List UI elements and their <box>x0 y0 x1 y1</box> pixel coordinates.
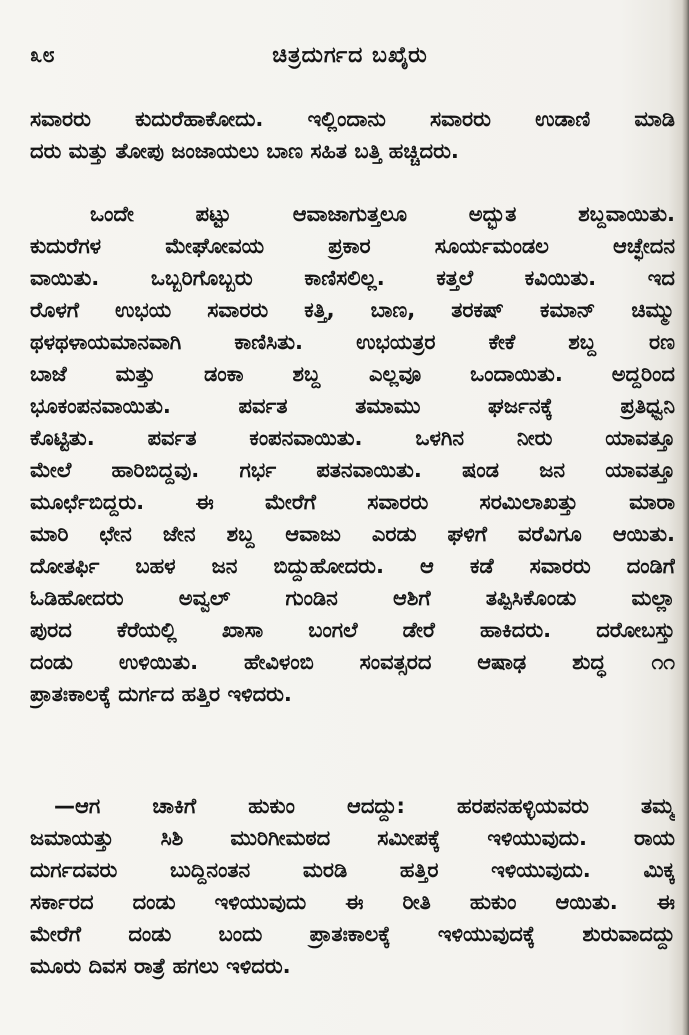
text-line: ಥಳಥಳಾಯಮಾನವಾಗಿ ಕಾಣಿಸಿತು. ಉಭಯತ್ರರ ಕೇಕೆ ಶಬ್ದ ರಣ <box>30 330 675 354</box>
text-line: ಮೇರೆಗೆ ದಂಡು ಬಂದು ಪ್ರಾತಃಕಾಲಕ್ಕೆ ಇಳಿಯುವುದಕ್ಕೆ ಶುರುವಾದದ್ದು <box>30 922 675 946</box>
text-line: ಮೇಲೆ ಹಾರಿಬಿದ್ದವು. ಗರ್ಭ ಪತನವಾಯಿತು. ಷಂಡ ಜನ ಯಾವತ್ತೂ <box>30 458 675 482</box>
paragraph-2 <box>30 198 675 710</box>
page-edge-shadow <box>682 0 689 1035</box>
paragraph-3 <box>30 790 675 982</box>
page-number: ೩೮ <box>30 43 55 68</box>
text-line: ರೊಳಗೆ ಉಭಯ ಸವಾರರು ಕತ್ತಿ, ಬಾಣ, ತರಕಷ್ ಕಮಾನ್ ಚಿಮ್ಮು <box>30 298 675 322</box>
text-line: ಓಡಿಹೋದರು ಅವ್ವಲ್ ಗುಂಡಿನ ಆಶಿಗೆ ತಪ್ಪಿಸಿಕೊಂಡು ಮಲ್ಲಾ <box>30 586 675 610</box>
text-line: ದೋತರ್ಫಿ ಬಹಳ ಜನ ಬಿದ್ದುಹೋದರು. ಆ ಕಡೆ ಸವಾರರು ದಂಡಿಗೆ <box>30 554 675 578</box>
text-line: ವಾಯಿತು. ಒಬ್ಬರಿಗೊಬ್ಬರು ಕಾಣಿಸಲಿಲ್ಲ. ಕತ್ತಲೆ ಕವಿಯಿತು. ಇದ <box>30 266 675 290</box>
text-line: ಸವಾರರು ಕುದುರೆಹಾಕೋದು. ಇಲ್ಲಿಂದಾನು ಸವಾರರು ಉಡಾಣಿ ಮಾಡಿ <box>30 107 675 131</box>
text-line: ದಂಡು ಉಳಿಯಿತು. ಹೇವಿಳಂಬಿ ಸಂವತ್ಸರದ ಆಷಾಢ ಶುದ್ಧ ೧೧ <box>30 650 675 674</box>
text-line: ಒಂದೇ ಪಟ್ಟು ಆವಾಜಾಗುತ್ತಲೂ ಅದ್ಭುತ ಶಬ್ದವಾಯಿತು. <box>90 202 675 226</box>
running-title: ಚಿತ್ರದುರ್ಗದ ಬಖೈರು <box>272 43 428 68</box>
text-line: ಕುದುರೆಗಳ ಮೇಘೋವಯ ಪ್ರಕಾರ ಸೂರ್ಯಮಂಡಲ ಆಚ್ಛೇದನ <box>30 234 675 258</box>
text-line: —ಆಗ ಚಾಕಿಗೆ ಹುಕುಂ ಆದದ್ದು: ಹರಪನಹಳ್ಳಿಯವರು ತಮ್ಮ <box>54 794 675 818</box>
page-header <box>30 38 670 74</box>
text-line: ಮೂರ್ಛೆಬಿದ್ದರು. ಈ ಮೇರೆಗೆ ಸವಾರರು ಸರಮಿಲಾಖತ್ತು ಮಾರಾ <box>30 490 675 514</box>
text-line: ದುರ್ಗದವರು ಬುದ್ದಿನಂತನ ಮರಡಿ ಹತ್ತಿರ ಇಳಿಯುವುದು. ಮಿಕ್ಕ <box>30 858 675 882</box>
text-line: ಮೂರು ದಿವಸ ರಾತ್ರೆ ಹಗಲು ಇಳಿದರು. <box>30 954 291 978</box>
text-line: ಬಾಜೆ ಮತ್ತು ಡಂಕಾ ಶಬ್ದ ಎಲ್ಲವೂ ಒಂದಾಯಿತು. ಅದ್ದರಿಂದ <box>30 362 675 386</box>
text-line: ಸರ್ಕಾರದ ದಂಡು ಇಳಿಯುವುದು ಈ ರೀತಿ ಹುಕುಂ ಆಯಿತು. ಈ <box>30 890 675 914</box>
paragraph-1 <box>30 103 675 167</box>
text-line: ಪ್ರಾತಃಕಾಲಕ್ಕೆ ದುರ್ಗದ ಹತ್ತಿರ ಇಳಿದರು. <box>30 682 292 706</box>
text-line: ಪುರದ ಕೆರೆಯಲ್ಲಿ ಖಾಸಾ ಬಂಗಲೆ ಡೇರೆ ಹಾಕಿದರು. ದರೋಬಸ್ತು <box>30 618 675 642</box>
text-line: ಭೂಕಂಪನವಾಯಿತು. ಪರ್ವತ ತಮಾಮು ಘರ್ಜನಕ್ಕೆ ಪ್ರತಿಧ್ವನಿ <box>30 394 675 418</box>
text-line: ಜಮಾಯತ್ತು ಸಿಶಿ ಮುರಿಗೀಮಠದ ಸಮೀಪಕ್ಕೆ ಇಳಿಯುವುದು. ರಾಯ <box>30 826 675 850</box>
text-line: ದರು ಮತ್ತು ತೋಪು ಜಂಜಾಯಲು ಬಾಣ ಸಹಿತ ಬತ್ತಿ ಹಚ್ಚಿದರು. <box>30 139 459 163</box>
text-line: ಮಾರಿ ಛೇನ ಜೇನ ಶಬ್ದ ಆವಾಜು ಎರಡು ಘಳಿಗೆ ವರೆವಿಗೂ ಆಯಿತು. <box>30 522 675 546</box>
text-line: ಕೊಟ್ಟಿತು. ಪರ್ವತ ಕಂಪನವಾಯಿತು. ಒಳಗಿನ ನೀರು ಯಾವತ್ತೂ <box>30 426 675 450</box>
